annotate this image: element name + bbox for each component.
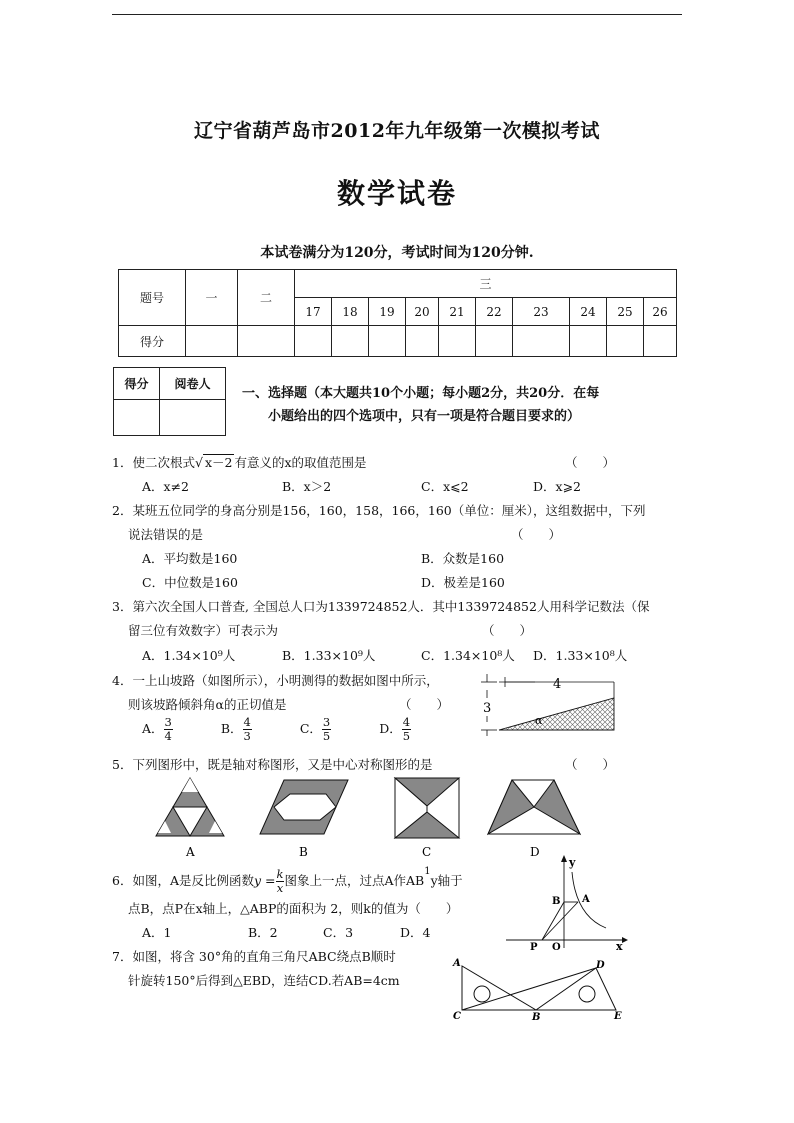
sqrt-sign: √ <box>194 455 203 470</box>
fig-o: O <box>552 942 561 952</box>
fig-x: x <box>616 940 623 952</box>
q1-text: 1．使二次根式 <box>112 455 195 470</box>
fig-label-c: C <box>453 1011 461 1022</box>
figure-b <box>260 780 348 834</box>
score-cell <box>369 326 406 357</box>
fig-b: B <box>552 896 561 907</box>
q3-line-2: 留三位有效数字）可表示为 <box>128 623 279 638</box>
q4-line-2: 则该坡路倾斜角α的正切值是 <box>128 697 287 712</box>
score-cell <box>439 326 476 357</box>
q1-option-b: B．x＞2 <box>282 479 332 494</box>
exam-note: 本试卷满分为120分，考试时间为120分钟. <box>260 245 534 261</box>
grader-score-label: 得分 <box>114 368 160 400</box>
q6-option-c: C．3 <box>323 925 354 940</box>
q2-option-c: C．中位数是160 <box>142 575 238 590</box>
col-25: 25 <box>607 298 644 326</box>
q4-option-d: D． <box>379 721 402 736</box>
q4-frac-a <box>164 716 173 743</box>
score-table <box>118 269 677 357</box>
fig-p: P <box>530 942 538 952</box>
exam-title: 辽宁省葫芦岛市2012年九年级第一次模拟考试 <box>194 120 600 142</box>
fig-a: A <box>582 894 590 905</box>
col-part3: 三 <box>295 270 677 298</box>
row-label-number: 题号 <box>119 270 186 326</box>
grader-reviewer-cell <box>160 400 226 436</box>
q1-option-a: A．x≠2 <box>142 479 190 494</box>
den: 3 <box>243 729 251 743</box>
q4-frac-c <box>322 716 331 743</box>
q6-text-mid: 图象上一点，过点A作AB <box>284 873 425 889</box>
col-21: 21 <box>439 298 476 326</box>
q6-fx: y = <box>253 873 276 889</box>
col-17: 17 <box>295 298 332 326</box>
score-cell <box>513 326 570 357</box>
fig-label-d: D <box>596 960 605 971</box>
slope-figure <box>475 672 625 736</box>
col-19: 19 <box>369 298 406 326</box>
q5-figures <box>150 776 590 858</box>
score-cell <box>295 326 332 357</box>
triangle-rotation-figure <box>448 956 628 1022</box>
q1-paren: （ ） <box>565 455 616 470</box>
q3-option-c: C．1.34×10⁸人 <box>421 648 515 663</box>
q2-paren: （ ） <box>511 527 562 542</box>
score-cell <box>570 326 607 357</box>
q7-line-1: 7．如图，将含 30°角的直角三角尺ABC绕点B顺时 <box>112 949 396 964</box>
q3-option-a: A．1.34×10⁹人 <box>142 648 236 663</box>
score-cell <box>406 326 439 357</box>
q4-option-b: B． <box>220 721 243 736</box>
den: x <box>276 881 284 896</box>
fig-label-3: 3 <box>483 701 492 716</box>
col-20: 20 <box>406 298 439 326</box>
label-a: A <box>186 845 195 858</box>
q5-line: 5．下列图形中，既是轴对称图形，又是中心对称图形的是 <box>112 757 433 772</box>
q4-frac-b <box>243 716 252 743</box>
q4-option-a: A． <box>142 721 164 736</box>
label-b: B <box>299 845 308 858</box>
fig-y: y <box>569 856 576 869</box>
label-d: D <box>530 845 540 858</box>
fig-label-b: B <box>532 1012 541 1022</box>
q3-option-d: D．1.33×10⁸人 <box>533 648 628 663</box>
q5-paren: （ ） <box>565 757 616 772</box>
figure-d <box>488 780 580 834</box>
col-22: 22 <box>476 298 513 326</box>
subject-title: 数学试卷 <box>336 177 457 210</box>
q1-radicand: x－2 <box>204 455 233 470</box>
q6-option-a: A．1 <box>142 925 172 940</box>
score-cell <box>607 326 644 357</box>
row-label-score: 得分 <box>119 326 186 357</box>
grader-table <box>113 367 226 436</box>
grader-reviewer-label: 阅卷人 <box>160 368 226 400</box>
col-26: 26 <box>644 298 677 326</box>
col-23: 23 <box>513 298 570 326</box>
q4-frac-d <box>402 716 411 743</box>
q7-line-2: 针旋转150°后得到△EBD，连结CD.若AB=4cm <box>128 973 400 988</box>
q6-line-1 <box>112 866 463 895</box>
num: 3 <box>164 715 172 729</box>
col-part1: 一 <box>186 270 238 326</box>
q4-line-1: 4．一上山坡路（如图所示），小明测得的数据如图中所示， <box>112 673 439 688</box>
fig-label-alpha: α <box>535 714 543 727</box>
num: 3 <box>322 715 331 729</box>
question-1 <box>112 454 367 472</box>
col-24: 24 <box>570 298 607 326</box>
section-line-2: 小题给出的四个选项中，只有一项是符合题目要求的） <box>268 409 581 424</box>
score-cell <box>238 326 295 357</box>
den: 4 <box>164 729 172 743</box>
col-18: 18 <box>332 298 369 326</box>
hyperbola-figure <box>502 852 630 952</box>
num: 4 <box>243 715 251 729</box>
fig-label-4: 4 <box>553 677 562 692</box>
q2-line-1: 2．某班五位同学的身高分别是156，160，158，166，160（单位：厘米），这组数据中，下列 <box>112 503 646 518</box>
q6-option-d: D．4 <box>400 925 431 940</box>
num: k <box>276 867 284 882</box>
section-line-1: 一、选择题（本大题共10个小题；每小题2分，共20分．在每 <box>242 386 600 401</box>
q6-text: 6．如图，A是反比例函数 <box>112 873 254 889</box>
q6-text-post: y轴于 <box>430 873 463 889</box>
figure-c <box>395 778 459 838</box>
score-cell <box>332 326 369 357</box>
label-c: C <box>422 845 432 858</box>
q1-option-d: D．x⩾2 <box>533 479 581 494</box>
q4-paren: （ ） <box>399 697 450 712</box>
q3-line-1: 3．第六次全国人口普查, 全国总人口为1339724852人．其中1339724852人用科学记数法（保 <box>112 599 650 614</box>
den: 5 <box>322 729 331 743</box>
score-cell <box>644 326 677 357</box>
q4-option-c: C． <box>299 721 322 736</box>
q1-text-post: 有意义的x的取值范围是 <box>234 455 367 470</box>
q6-option-b: B．2 <box>248 925 278 940</box>
q4-options <box>142 716 411 743</box>
q6-line-2: 点B，点P在x轴上，△ABP的面积为 2，则k的值为（ ） <box>128 901 459 916</box>
num: 4 <box>402 715 411 729</box>
q1-option-c: C．x⩽2 <box>421 479 469 494</box>
grader-score-cell <box>114 400 160 436</box>
col-part2: 二 <box>238 270 295 326</box>
q2-option-a: A．平均数是160 <box>142 551 238 566</box>
den: 5 <box>402 729 411 743</box>
fig-label-a: A <box>453 958 461 969</box>
q2-line-2: 说法错误的是 <box>128 527 204 542</box>
fig-label-e: E <box>614 1011 622 1022</box>
section-heading <box>242 382 599 428</box>
score-cell <box>476 326 513 357</box>
score-cell <box>186 326 238 357</box>
perp-mark: 1 <box>424 866 431 877</box>
q2-option-d: D．极差是160 <box>421 575 505 590</box>
q3-paren: （ ） <box>482 623 533 638</box>
top-rule <box>112 14 682 15</box>
q3-option-b: B．1.33×10⁹人 <box>282 648 376 663</box>
figure-a <box>156 778 224 836</box>
q2-option-b: B．众数是160 <box>421 551 505 566</box>
